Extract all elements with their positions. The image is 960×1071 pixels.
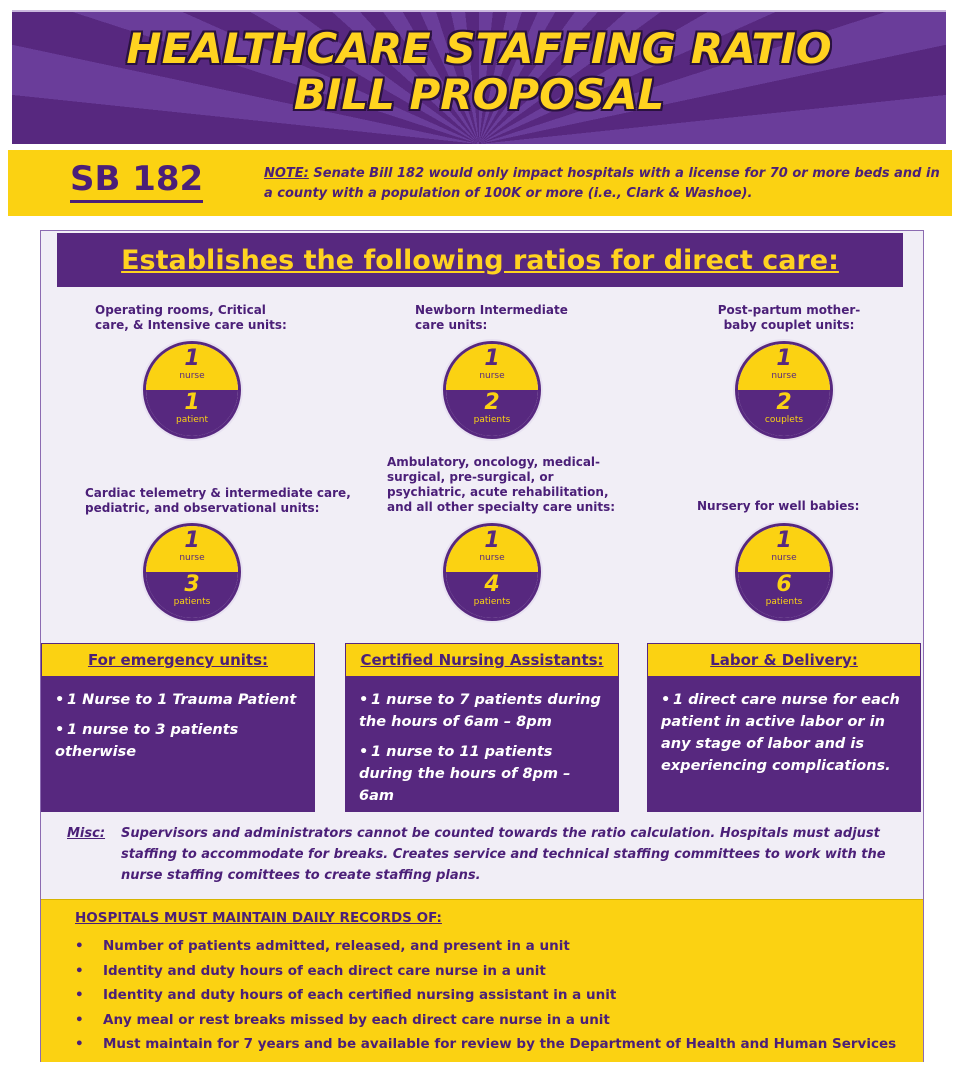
- records-section: [41, 899, 923, 1062]
- patient-unit: patients: [173, 597, 211, 607]
- note-text: Senate Bill 182 would only impact hospitals with a license for 70 or more beds and in a county with a population of 100K or more (i.e., Clark & Washoe).: [264, 166, 940, 201]
- records-title: HOSPITALS MUST MAINTAIN DAILY RECORDS OF:: [75, 910, 442, 926]
- nurse-count: 1: [184, 346, 200, 371]
- info-box-body: [41, 677, 315, 812]
- nurse-unit: nurse: [771, 371, 797, 381]
- emergency-units-box: [41, 643, 315, 811]
- info-box-body: [345, 677, 619, 812]
- patient-unit: patients: [473, 415, 511, 425]
- info-bullet: • 1 direct care nurse for each patient in active labor or in any stage of labor and is experiencing complications.: [661, 692, 900, 774]
- page-title: [12, 26, 946, 118]
- patient-unit: patient: [175, 415, 209, 425]
- nurse-count: 1: [184, 528, 200, 553]
- ratio-label: Nursery for well babies:: [697, 499, 860, 513]
- ratio-circle-newborn-intermediate: [443, 341, 541, 439]
- ratio-ambulatory: [387, 455, 647, 515]
- title-line-1: HEALTHCARE STAFFING RATIO: [126, 24, 832, 73]
- patient-unit: patients: [473, 597, 511, 607]
- ratio-circle-operating-rooms: [143, 341, 241, 439]
- misc-text: Supervisors and administrators cannot be counted towards the ratio calculation. Hospitals must adjust staffing to accommodate for breaks. Creates service and technical staffing committees to work with the nurse staffing comittees to create staffing plans.: [121, 826, 886, 883]
- patient-count: 2: [484, 390, 500, 415]
- cna-box: [345, 643, 619, 811]
- records-list: [75, 934, 915, 1057]
- bill-number: SB 182: [70, 158, 203, 203]
- patient-count: 4: [484, 572, 500, 597]
- title-line-2: BILL PROPOSAL: [293, 70, 665, 119]
- ratio-cardiac-telemetry: [85, 486, 351, 516]
- ratio-circle-nursery: [735, 523, 833, 621]
- bill-note: [264, 164, 944, 204]
- ratio-post-partum: [709, 303, 960, 333]
- ratio-circle-ambulatory: [443, 523, 541, 621]
- info-box-title: Certified Nursing Assistants:: [345, 643, 619, 677]
- header-banner: [12, 10, 946, 144]
- nurse-unit: nurse: [771, 553, 797, 563]
- ratio-label: Newborn Intermediate care units:: [415, 303, 568, 332]
- nurse-count: 1: [776, 528, 792, 553]
- ratio-newborn-intermediate: [415, 303, 675, 333]
- nurse-unit: nurse: [479, 371, 505, 381]
- list-item: • Must maintain for 7 years and be available for review by the Department of Health and Human Services: [75, 1036, 897, 1053]
- info-box-title: For emergency units:: [41, 643, 315, 677]
- patient-unit: couplets: [764, 415, 804, 425]
- list-item: • Identity and duty hours of each direct care nurse in a unit: [75, 962, 546, 979]
- list-item: • Number of patients admitted, released, and present in a unit: [75, 938, 570, 954]
- ratio-operating-rooms: [95, 303, 355, 333]
- patient-count: 1: [184, 390, 200, 415]
- misc-label: Misc:: [67, 826, 106, 841]
- nurse-unit: nurse: [179, 553, 205, 563]
- ratio-circle-post-partum: [735, 341, 833, 439]
- info-bullet: • 1 nurse to 3 patients otherwise: [55, 722, 239, 760]
- labor-delivery-box: [647, 643, 921, 811]
- info-box-title: Labor & Delivery:: [647, 643, 921, 677]
- patient-unit: patients: [765, 597, 803, 607]
- patient-count: 2: [776, 390, 792, 415]
- ratios-heading: Establishes the following ratios for direct care:: [121, 244, 839, 276]
- main-content: [40, 230, 924, 1062]
- info-bullet: • 1 nurse to 7 patients during the hours of 6am – 8pm: [359, 692, 601, 730]
- ratio-label: Post-partum mother-baby couplet units:: [717, 303, 861, 332]
- ratios-banner: [57, 233, 903, 287]
- nurse-count: 1: [484, 528, 500, 553]
- info-bullet: • 1 Nurse to 1 Trauma Patient: [55, 692, 297, 708]
- nurse-unit: nurse: [179, 371, 205, 381]
- nurse-count: 1: [484, 346, 500, 371]
- list-item: • Any meal or rest breaks missed by each direct care nurse in a unit: [75, 1011, 610, 1028]
- ratio-nursery: [697, 499, 957, 514]
- patient-count: 6: [776, 572, 792, 597]
- nurse-unit: nurse: [479, 553, 505, 563]
- info-bullet: • 1 nurse to 11 patients during the hours of 8pm – 6am: [359, 744, 571, 804]
- ratio-label: Cardiac telemetry & intermediate care, pediatric, and observational units:: [85, 486, 351, 515]
- ratio-circle-cardiac-telemetry: [143, 523, 241, 621]
- note-label: NOTE:: [264, 166, 309, 181]
- ratio-label: Ambulatory, oncology, medical-surgical, pre-surgical, or psychiatric, acute rehabilitation, and all other specialty care units:: [387, 455, 616, 514]
- list-item: • Identity and duty hours of each certified nursing assistant in a unit: [75, 987, 617, 1004]
- info-box-body: [647, 677, 921, 812]
- patient-count: 3: [184, 572, 200, 597]
- ratio-label: Operating rooms, Critical care, & Intensive care units:: [95, 303, 287, 332]
- misc-note: [67, 823, 897, 886]
- nurse-count: 1: [776, 346, 792, 371]
- bill-bar: [8, 150, 952, 216]
